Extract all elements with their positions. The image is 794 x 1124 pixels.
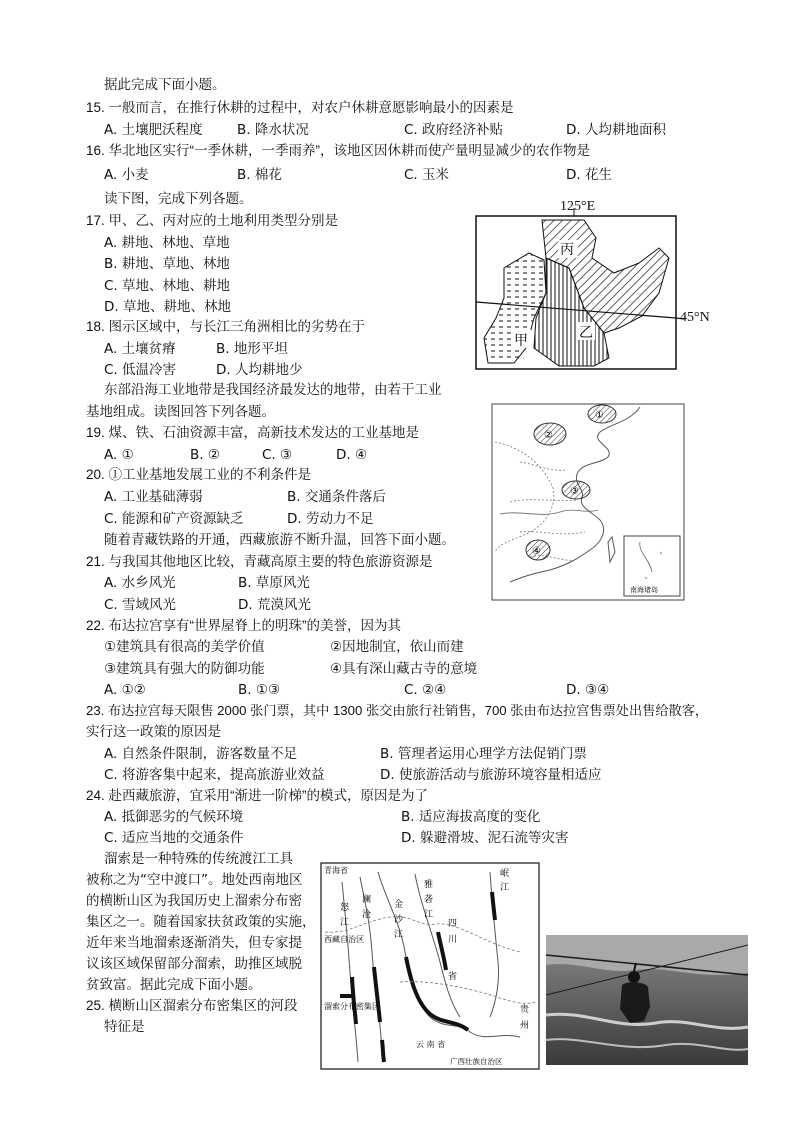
intro-19-line2: 基地组成。读图回答下列各题。 [86,404,275,420]
label-yunnan: 云 南 省 [416,1040,446,1049]
label-nu-2: 江 [340,918,350,928]
label-nu-1: 怒 [340,903,350,913]
q19-option-c[interactable]: C. ③ [262,447,293,463]
q21-option-d[interactable]: D. 荒漠风光 [238,597,311,613]
intro-25-l1: 溜索是一种特殊的传统渡江工具 [104,851,293,867]
q23-stem: 23. 布达拉宫每天限售 2000 张门票，其中 1300 张交由旅行社销售，700 张由布达拉宫售票处出售给散客， [86,703,709,718]
q16-option-a[interactable]: A. 小麦 [104,167,149,183]
label-min-2: 江 [500,883,510,893]
label-south-sea-islands: 南海诸岛 [630,586,658,594]
q15-option-c[interactable]: C. 政府经济补贴 [404,122,504,138]
label-lancang-2: 沧 [362,910,372,920]
hengduan-map [320,862,540,1070]
label-lancang-1: 澜 [362,895,372,905]
q21-stem: 21. 与我国其他地区比较，青藏高原主要的特色旅游资源是 [86,554,433,569]
intro-21: 随着青藏铁路的开通，西藏旅游不断升温，回答下面小题。 [104,532,455,548]
q18-option-d[interactable]: D. 人均耕地少 [216,362,303,378]
label-sichuan-1: 四 [448,919,458,929]
q18-stem: 18. 图示区域中，与长江三角洲相比的劣势在于 [86,319,366,334]
q23-option-b[interactable]: B. 管理者运用心理学方法促销门票 [380,746,587,762]
q15-option-b[interactable]: B. 降水状况 [237,122,309,138]
label-base-2: ② [544,430,553,441]
label-jinsha-3: 江 [394,930,404,940]
label-guangxi: 广西壮族自治区 [450,1057,503,1066]
q22-statement-4: ④具有深山藏古寺的意境 [330,661,478,677]
q18-option-a[interactable]: A. 土壤贫瘠 [104,341,176,357]
q21-option-a[interactable]: A. 水乡风光 [104,575,176,591]
intro-25-l2: 被称之为“空中渡口”。地处西南地区 [86,872,303,888]
q15-option-a[interactable]: A. 土壤肥沃程度 [104,122,203,138]
q16-option-c[interactable]: C. 玉米 [404,167,450,183]
zipline-photo [546,935,748,1065]
label-jia: 甲 [514,333,528,349]
label-qinghai: 青海省 [324,866,348,875]
q16-option-d[interactable]: D. 花生 [566,167,612,183]
q23-option-c[interactable]: C. 将游客集中起来，提高旅游业效益 [104,767,325,783]
q20-option-d[interactable]: D. 劳动力不足 [287,511,374,527]
intro-25-l3: 的横断山区为我国历史上溜索分布密 [86,893,302,909]
q22-option-a[interactable]: A. ①② [104,682,146,698]
q20-stem: 20. ①工业基地发展工业的不利条件是 [86,467,312,482]
label-sichuan-2: 川 [448,935,458,945]
label-45n: 45°N [680,310,710,325]
legend-label: 溜索分布密集区 [324,1002,380,1011]
label-guizhou-1: 贵 [520,1005,530,1015]
q17-option-b[interactable]: B. 耕地、草地、林地 [104,256,230,272]
intro-25-l5: 近年来当地溜索逐渐消失，但专家提 [86,935,302,951]
q23-option-a[interactable]: A. 自然条件限制，游客数量不足 [104,746,298,762]
intro-19-line1: 东部沿海工业地带是我国经济最发达的地带，由若干工业 [104,382,442,398]
q21-option-c[interactable]: C. 雪域风光 [104,597,177,613]
q15-stem: 15. 一般而言，在推行休耕的过程中，对农户休耕意愿影响最小的因素是 [86,100,514,115]
label-guizhou-2: 州 [520,1021,530,1031]
q22-option-c[interactable]: C. ②④ [404,682,447,698]
label-jinsha-1: 金 [394,900,404,910]
q24-option-b[interactable]: B. 适应海拔高度的变化 [401,809,541,825]
label-base-1: ① [595,410,604,421]
q19-option-b[interactable]: B. ② [190,447,220,463]
q17-option-c[interactable]: C. 草地、林地、耕地 [104,278,231,294]
q25-stem-cont: 特征是 [104,1019,145,1035]
landuse-map [474,198,690,373]
label-125e: 125°E [560,199,596,214]
intro-17: 读下图，完成下列各题。 [104,191,253,207]
q16-stem: 16. 华北地区实行“一季休耕，一季雨养”，该地区因休耕而使产量明显减少的农作物是 [86,143,591,158]
q23-stem-cont: 实行这一政策的原因是 [86,724,221,740]
q23-option-d[interactable]: D. 使旅游活动与旅游环境容量相适应 [380,767,602,783]
label-yalong-1: 雅 [424,880,434,890]
intro-text: 据此完成下面小题。 [104,77,226,93]
label-yalong-2: 砻 [424,895,434,905]
q17-stem: 17. 甲、乙、丙对应的土地利用类型分别是 [86,213,339,228]
q18-option-b[interactable]: B. 地形平坦 [216,341,288,357]
label-yi: 乙 [579,325,593,341]
label-min-1: 岷 [500,869,510,879]
q24-option-d[interactable]: D. 躲避滑坡、泥石流等灾害 [401,830,569,846]
q24-stem: 24. 赴西藏旅游，宜采用“渐进一阶梯”的模式，原因是为了 [86,788,429,803]
q16-option-b[interactable]: B. 棉花 [237,167,282,183]
industry-base-map [490,402,686,602]
q19-option-d[interactable]: D. ④ [336,447,368,463]
q17-option-d[interactable]: D. 草地、耕地、林地 [104,299,231,315]
q22-statement-3: ③建筑具有强大的防御功能 [104,661,265,677]
q19-stem: 19. 煤、铁、石油资源丰富，高新技术发达的工业基地是 [86,425,420,440]
intro-25-l7: 贫致富。据此完成下面小题。 [86,977,262,993]
q20-option-a[interactable]: A. 工业基础薄弱 [104,489,203,505]
label-xizang: 西藏自治区 [324,935,364,944]
q17-option-a[interactable]: A. 耕地、林地、草地 [104,235,230,251]
label-jinsha-2: 沙 [394,915,404,925]
q25-stem: 25. 横断山区溜索分布密集区的河段 [86,998,298,1013]
label-sheng: 省 [448,972,458,982]
q22-stem: 22. 布达拉宫享有“世界屋脊上的明珠”的美誉，因为其 [86,618,402,633]
label-base-3: ③ [570,486,579,497]
q22-option-b[interactable]: B. ①③ [238,682,281,698]
q20-option-b[interactable]: B. 交通条件落后 [287,489,386,505]
intro-25-l6: 议该区域保留部分溜索，助推区域脱 [86,956,302,972]
label-base-4: ④ [532,546,541,557]
label-yalong-3: 江 [424,910,434,920]
q22-option-d[interactable]: D. ③④ [566,682,610,698]
q21-option-b[interactable]: B. 草原风光 [238,575,310,591]
q18-option-c[interactable]: C. 低温冷害 [104,362,177,378]
q22-statement-1: ①建筑具有很高的美学价值 [104,639,265,655]
q24-option-c[interactable]: C. 适应当地的交通条件 [104,830,244,846]
q20-option-c[interactable]: C. 能源和矿产资源缺乏 [104,511,244,527]
q19-option-a[interactable]: A. ① [104,447,134,463]
q15-option-d[interactable]: D. 人均耕地面积 [566,122,666,138]
q24-option-a[interactable]: A. 抵御恶劣的气候环境 [104,809,244,825]
label-bing: 丙 [560,242,574,258]
intro-25-l4: 集区之一。随着国家扶贫政策的实施， [86,914,316,930]
q22-statement-2: ②因地制宜，依山而建 [330,639,464,655]
